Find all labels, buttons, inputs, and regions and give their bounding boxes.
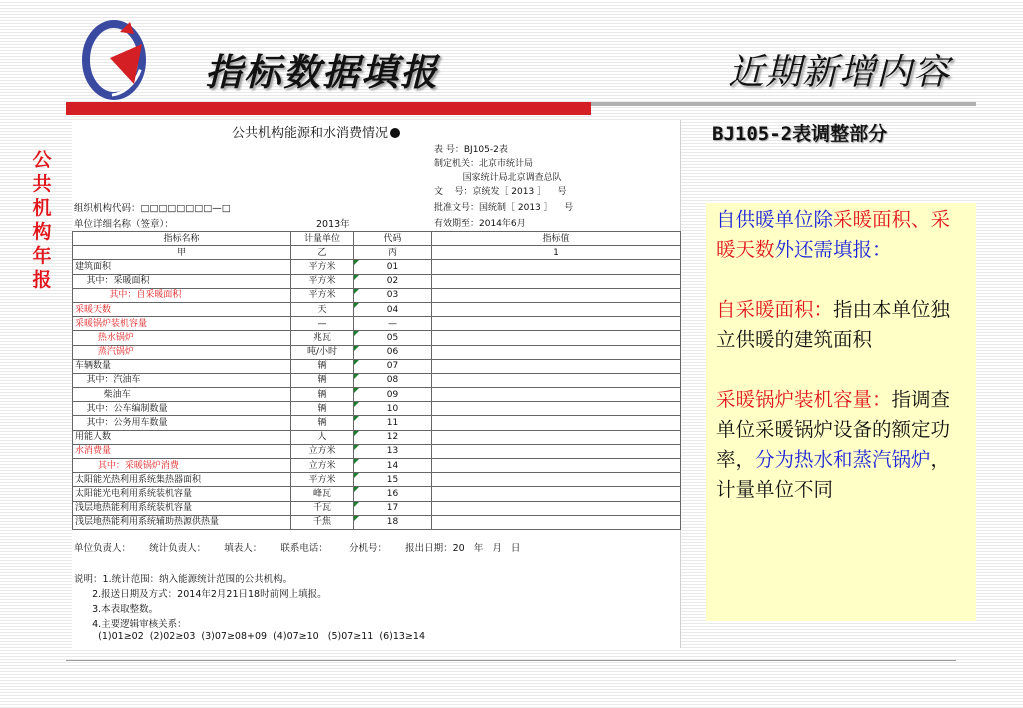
- notes-line: 4.主要逻辑审核关系：: [74, 619, 187, 630]
- row-value: [432, 402, 681, 416]
- table-row: [73, 402, 681, 416]
- note-paragraph-2: 自采暖面积：指由本单位独立供暖的建筑面积: [716, 298, 951, 351]
- table-row: [73, 302, 681, 316]
- row-name: 太阳能光电利用系统装机容量: [73, 487, 291, 501]
- row-value: [432, 487, 681, 501]
- table-row: [73, 359, 681, 373]
- form-title: 公共机构能源和水消费情况: [232, 122, 400, 141]
- row-code: 17: [354, 501, 432, 515]
- signature-line: 单位负责人： 统计负责人： 填表人： 联系电话： 分机号： 报出日期：20 年 月 日: [74, 543, 521, 554]
- row-code: 18: [354, 515, 432, 529]
- row-value: [432, 430, 681, 444]
- row-unit: —: [291, 317, 354, 331]
- row-value: [432, 444, 681, 458]
- row-value: [432, 317, 681, 331]
- table-row: [73, 288, 681, 302]
- row-unit: 平方米: [291, 274, 354, 288]
- header-cell: 代码: [354, 232, 432, 246]
- dot-icon: [390, 128, 400, 138]
- header-cell: 乙: [291, 246, 354, 260]
- row-name: 采暖天数: [73, 302, 291, 316]
- row-name: 水消费量: [73, 444, 291, 458]
- row-code: 06: [354, 345, 432, 359]
- table-row: [73, 444, 681, 458]
- row-code: 03: [354, 288, 432, 302]
- side-label-char: 年: [32, 245, 52, 267]
- table-row: [73, 331, 681, 345]
- row-unit: 辆: [291, 359, 354, 373]
- table-row: [73, 388, 681, 402]
- header-cell: 1: [432, 246, 681, 260]
- row-name: 其中：采暖锅炉消费: [73, 459, 291, 473]
- row-unit: 辆: [291, 402, 354, 416]
- row-value: [432, 345, 681, 359]
- row-name: 浅层地热能利用系统装机容量: [73, 501, 291, 515]
- header-cell: 指标值: [432, 232, 681, 246]
- header-cell: 甲: [73, 246, 291, 260]
- table-row: [73, 487, 681, 501]
- row-value: [432, 288, 681, 302]
- row-value: [432, 302, 681, 316]
- row-code: 13: [354, 444, 432, 458]
- notes-line: (1)01≥02 (2)02≥03 (3)07≥08+09 (4)07≥10 (5)07≥11 (6)13≥14: [74, 631, 425, 642]
- row-name: 其中：采暖面积: [73, 274, 291, 288]
- row-value: [432, 274, 681, 288]
- row-value: [432, 459, 681, 473]
- side-label-char: 公: [32, 149, 52, 171]
- header-cell: 计量单位: [291, 232, 354, 246]
- row-value: [432, 473, 681, 487]
- title-underline-red: [66, 102, 591, 115]
- row-name: 热水锅炉: [73, 331, 291, 345]
- row-unit: 平方米: [291, 260, 354, 274]
- form-meta-line: 表 号：BJ105-2表: [434, 145, 508, 155]
- row-value: [432, 359, 681, 373]
- page-title: 指标数据填报: [205, 50, 439, 94]
- row-code: 16: [354, 487, 432, 501]
- table-row: [73, 515, 681, 529]
- row-name: 其中：自采暖面积: [73, 288, 291, 302]
- form-document: [72, 120, 681, 648]
- side-label-char: 共: [32, 173, 52, 195]
- table-row: [73, 345, 681, 359]
- section-title: 近期新增内容: [728, 52, 951, 93]
- row-code: 12: [354, 430, 432, 444]
- header-cell: 丙: [354, 246, 432, 260]
- row-code: 08: [354, 373, 432, 387]
- side-label-char: 机: [32, 197, 52, 219]
- table-row: [73, 501, 681, 515]
- row-name: 采暖锅炉装机容量: [73, 317, 291, 331]
- table-row: [73, 473, 681, 487]
- row-code: 11: [354, 416, 432, 430]
- row-name: 太阳能光热利用系统集热器面积: [73, 473, 291, 487]
- row-unit: 兆瓦: [291, 331, 354, 345]
- form-meta-line: 国家统计局北京调查总队: [434, 173, 562, 183]
- row-code: 09: [354, 388, 432, 402]
- table-subheader-row: [73, 246, 681, 260]
- title-underline-gray: [591, 102, 976, 106]
- row-name: 车辆数量: [73, 359, 291, 373]
- row-code: 01: [354, 260, 432, 274]
- row-value: [432, 515, 681, 529]
- notes-line: 说明：1.统计范围：纳入能源统计范围的公共机构。: [74, 574, 293, 585]
- row-name: 浅层地热能利用系统辅助热源供热量: [73, 515, 291, 529]
- row-name: 柴油车: [73, 388, 291, 402]
- row-code: 14: [354, 459, 432, 473]
- row-unit: 平方米: [291, 473, 354, 487]
- note-paragraph-3: 采暖锅炉装机容量：指调查单位采暖锅炉设备的额定功率，分为热水和蒸汽锅炉，计量单位不同: [716, 388, 951, 501]
- table-row: [73, 416, 681, 430]
- note-paragraph-1: 自供暖单位除采暖面积、采暖天数外还需填报：: [716, 208, 951, 261]
- row-code: 04: [354, 302, 432, 316]
- subtitle: BJ105-2表调整部分: [712, 123, 888, 145]
- table-row: [73, 373, 681, 387]
- unit-name: 单位详细名称（签章）：: [74, 219, 174, 230]
- form-meta-line: 批准文号：国统制［ 2013 ］ 号: [434, 203, 574, 213]
- row-code: 07: [354, 359, 432, 373]
- report-year: 2013年: [316, 219, 350, 230]
- bottom-divider: [66, 660, 956, 661]
- table-row: [73, 260, 681, 274]
- row-unit: 立方米: [291, 459, 354, 473]
- row-unit: 人: [291, 430, 354, 444]
- row-value: [432, 501, 681, 515]
- form-table: [72, 231, 681, 530]
- logo-icon: [80, 18, 148, 100]
- side-label-char: 构: [32, 221, 52, 243]
- row-name: 建筑面积: [73, 260, 291, 274]
- side-label: [30, 148, 54, 292]
- side-label-char: 报: [32, 269, 52, 291]
- row-code: 10: [354, 402, 432, 416]
- row-unit: 天: [291, 302, 354, 316]
- row-unit: 辆: [291, 388, 354, 402]
- form-meta-line: 制定机关：北京市统计局: [434, 159, 534, 169]
- row-name: 其中：公务用车数量: [73, 416, 291, 430]
- table-row: [73, 317, 681, 331]
- row-value: [432, 331, 681, 345]
- row-unit: 立方米: [291, 444, 354, 458]
- row-code: —: [354, 317, 432, 331]
- form-meta-line: 有效期至：2014年6月: [434, 219, 526, 229]
- table-row: [73, 430, 681, 444]
- table-row: [73, 459, 681, 473]
- table-row: [73, 274, 681, 288]
- header-cell: 指标名称: [73, 232, 291, 246]
- form-meta-line: 文 号：京统发［ 2013 ］ 号: [434, 187, 567, 197]
- row-name: 用能人数: [73, 430, 291, 444]
- row-name: 其中：汽油车: [73, 373, 291, 387]
- row-name: 其中：公车编制数量: [73, 402, 291, 416]
- row-unit: 辆: [291, 373, 354, 387]
- row-unit: 辆: [291, 416, 354, 430]
- row-unit: 峰瓦: [291, 487, 354, 501]
- row-code: 15: [354, 473, 432, 487]
- row-code: 05: [354, 331, 432, 345]
- org-code: 组织机构代码：□□□□□□□□—□: [74, 203, 231, 214]
- notes-line: 2.报送日期及方式：2014年2月21日18时前网上填报。: [74, 589, 327, 600]
- row-value: [432, 388, 681, 402]
- table-header-row: [73, 232, 681, 246]
- note-box: [706, 203, 976, 621]
- row-unit: 千焦: [291, 515, 354, 529]
- notes-line: 3.本表取整数。: [74, 604, 159, 615]
- row-unit: 平方米: [291, 288, 354, 302]
- row-unit: 吨/小时: [291, 345, 354, 359]
- row-value: [432, 260, 681, 274]
- row-unit: 千瓦: [291, 501, 354, 515]
- row-value: [432, 416, 681, 430]
- row-value: [432, 373, 681, 387]
- row-code: 02: [354, 274, 432, 288]
- row-name: 蒸汽锅炉: [73, 345, 291, 359]
